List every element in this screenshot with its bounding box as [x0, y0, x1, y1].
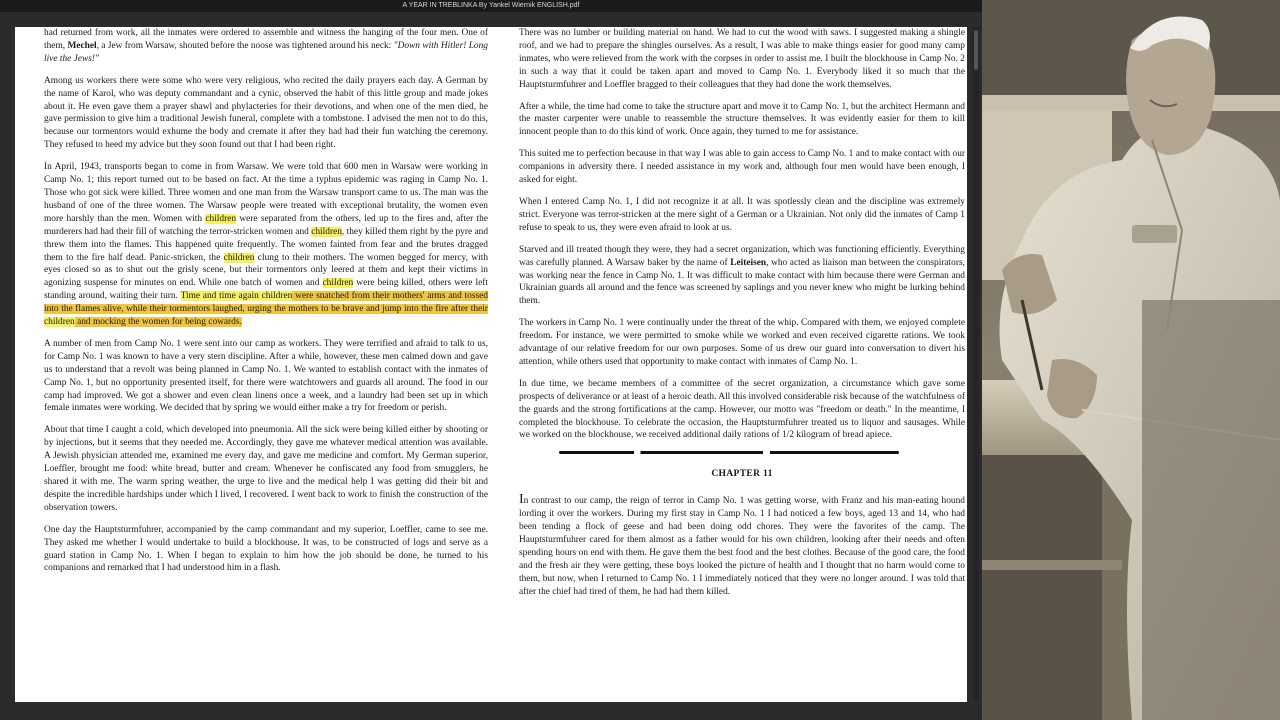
paragraph-text: Starved and ill treated though they were, they had a secret organization, which was functioning efficiently. Everything was carefully planned. A Warsaw baker by the name of: [519, 244, 965, 268]
drop-cap: I: [519, 492, 524, 508]
paragraph-text: , a Jew from Warsaw, shouted before the noose was tightened around his neck:: [96, 40, 394, 51]
paragraph-text: were being killed, others were left standing around, waiting their turn.: [44, 278, 488, 302]
paragraph: Among us workers there were some who were very religious, who recited the daily prayers each day. A German by the name of Karol, who was deputy commandant and a cynic, observed the habit of this little group and made jokes about it. He even gave them a prayer shawl and phylacteries for their devotions, and when one of the men died, he gave permission to give him a traditional Jewish funeral, complete with a tombstone. I advised the men not to do this, because our tormentors would exhume the body and cremate it after they had had their fun watching the ceremony. They refused to heed my advice but they soon found out that I had been right.: [44, 75, 488, 151]
paragraph: This suited me to perfection because in that way I was able to gain access to Camp No. 1 and to make contact with our companions in adversity there. I needed assistance in my work and, although four men would have been enough, I asked for eight.: [519, 149, 965, 186]
paragraph-text: , they killed them right by the pyre and threw them into the flames. This happened quite frequently. The women fainted from fear and the brutes dragged them to the fire half dead. Panic-stricken, the: [44, 226, 489, 263]
paragraph-text: n contrast to our camp, the reign of terror in Camp No. 1 was getting worse, with Franz and his man-eating hound lording it over the workers. During my first stay in Camp No. 1 I had noticed a few boys, aged 13 and 14, who had been tending a flock of geese and had been doing odd chores. They were the favorites of the camp. The Hauptsturmfuhrer cared for them almost as a father would for his own children, looking after their needs and often spending hours on end with them. He gave them the best food and the best clothes. Because of the good care, the food and the fresh air they were getting, these boys looked the picture of health and I thought that no harm would come to them, but now, when I returned to Camp No. 1 I immediately noticed that they were no longer around. I was told that after the chief had tired of them, he had had them killed.: [519, 496, 965, 597]
text-column-left: [44, 27, 488, 584]
document-title: A YEAR IN TREBLINKA By Yankel Wiernik ENGLISH.pdf: [402, 2, 580, 9]
pdf-page[interactable]: [15, 27, 967, 702]
person-name: Mechel: [67, 40, 97, 51]
paragraph-text: In April, 1943, transports began to come in from Warsaw. We were told that 600 men in Warsaw were working in Camp No. 1; this report turned out to be based on fact. At the time a typhus epidemic was raging in Camp No. 1. Those who got sick were killed. Three women and one man from the Warsaw transport came to us. The man was the husband of one of the three women. The Warsaw people were treated with exceptional brutality, the women even more harshly than the men. Women with: [44, 162, 488, 224]
paragraph: When I entered Camp No. 1, I did not recognize it at all. It was spotlessly clean and the discipline was extremely strict. Everyone was terror-stricken at the mere sight of a German or a Ukrainian. Not only did the inmates of Camp 1 refuse to speak to us, they were even afraid to look at us.: [519, 196, 965, 233]
scrollbar-track[interactable]: [973, 27, 979, 702]
paragraph: There was no lumber or building material on hand. We had to cut the wood with saws. I suggested making a shingle roof, and we had to prepare the shingles ourselves. As a result, I was able to make things easier for good many camp inmates, who were relieved from the work with the corpses in order to assist me. I built the blockhouse in Camp No. 2 in such a way that it could be taken apart and moved to Camp No. 1. Everybody liked it so much that the Hauptsturmfuhrer and Loeffler bragged to their colleagues that they had done the work themselves.: [519, 28, 965, 90]
paragraph: [44, 27, 488, 66]
document-title-bar: [0, 0, 982, 12]
highlight[interactable]: Time and time again: [180, 291, 262, 302]
paragraph: About that time I caught a cold, which developed into pneumonia. All the sick were being killed either by shooting or by injections, but it seems that they needed me. Accordingly, they gave me whatever medical attention was available. A Jewish physician attended me, examined me every day, and gave me medicine and comfort. My German superior, Loeffler, brought me food: white bread, butter and cream. Whenever he confiscated any food from smugglers, he shared it with me. The warm spring weather, the urge to live and the medical help I was getting did their bit and despite the incredible hardships under which I lived, I recovered. I went back to work to finish the construction of the observation towers.: [44, 425, 488, 513]
highlight[interactable]: were snatched from their mothers' arms and tossed into the flames alive, while their tormentors laughed, urging the mothers to be brave and jump into the fire after their: [44, 291, 488, 315]
highlight[interactable]: children: [205, 213, 237, 224]
paragraph: One day the Hauptsturmfuhrer, accompanied by the camp commandant and my superior, Loeffler, came to see me. They asked me whether I would undertake to build a blockhouse. It was, to be constructed of logs and serve as a guard station in Camp No. 1. When I began to explain to him how the job should be done, he turned to his companions and remarked that I had understood him in a flash.: [44, 524, 488, 574]
highlight[interactable]: children: [311, 226, 342, 237]
scrollbar-thumb[interactable]: [974, 30, 978, 70]
paragraph: In due time, we became members of a committee of the secret organization, a circumstance which gave some prospects of deliverance or at least of a heroic death. All this involved considerable risk because of the watchfulness of the guards and the strong fortifications at the camp. However, our motto was "freedom or death." In the meantime, I completed the blockhouse. To celebrate the occasion, the Hauptsturmfuhrer treated us to liquor and sausages. While we worked on the blockhouse, we received additional daily rations of 1/2 kilogram of bread apiece.: [519, 378, 965, 441]
highlight[interactable]: children: [223, 252, 255, 263]
person-name: Leiteisen: [730, 257, 767, 268]
woodworker-photo: [982, 0, 1280, 720]
text-column-right: [519, 27, 965, 608]
quote: "Down with Hitler! Long live the Jews!": [44, 40, 488, 64]
paragraph-text: clung to their mothers. The women begged for mercy, with eyes closed so as to shut out the grisly scene, but their tormentors only leered at them and kept their victims in agonizing suspense for minutes on end. While one batch of women and: [44, 252, 489, 289]
chapter-heading: CHAPTER 11: [711, 468, 773, 480]
paragraph: [519, 244, 965, 309]
chapter-divider: [559, 451, 899, 454]
woodworker-photo-icon: [982, 0, 1280, 720]
paragraph-text: were separated from the others, led up to the fires and, after the murderers had had their fill of watching the terror-stricken women and: [44, 213, 488, 237]
paragraph: [519, 492, 965, 598]
paragraph: A number of men from Camp No. 1 were sent into our camp as workers. They were terrified and afraid to talk to us, for Camp No. 1 was known to have a very stern discipline. After a while, however, these men calmed down and gave us to understand that a revolt was being planned in Camp No. 1. We wanted to establish contact with the inmates of Camp No. 1, but no opportunity presented itself, for there were watchtowers and guards all around. The food in our camp had improved. We got a shower and even clean linens once a week, and a laundry had been set up in which female inmates were working. We decided that by spring we would either make a try for freedom or perish.: [44, 338, 488, 414]
highlight[interactable]: and mocking the women for being cowards.: [74, 317, 242, 328]
paragraph-text: had returned from work, all the inmates were ordered to assemble and witness the hanging of the four men. One of them,: [44, 28, 488, 51]
paragraph: The workers in Camp No. 1 were continually under the threat of the whip. Compared with them, we enjoyed complete freedom. For instance, we were permitted to smoke while we worked and even received cigarette rations. We took advantage of our relative freedom for our own purposes. Some of us drew our guard into conversation to divert his attention, while others used that opportunity to make contact with inmates of Camp No. 1.: [519, 318, 965, 367]
paragraph: [44, 161, 488, 329]
paragraph: After a while, the time had come to take the structure apart and move it to Camp No. 1, but the architect Hermann and the master carpenter were unable to reassemble the structure themselves. It was evidently easier for them to kill innocent people than to do this kind of work. Once again, they turned to me for assistance.: [519, 101, 965, 138]
paragraph-text: , who acted as liaison man between the conspirators, was working near the fence in Camp No. 1. It was difficult to make contact with him because there were German and Ukrainian guards all around and the fence was screened by saplings and you never knew who might be lurking behind them.: [519, 257, 965, 307]
highlight[interactable]: children: [261, 291, 293, 302]
highlight[interactable]: children: [44, 317, 75, 328]
highlight[interactable]: children: [322, 278, 354, 289]
